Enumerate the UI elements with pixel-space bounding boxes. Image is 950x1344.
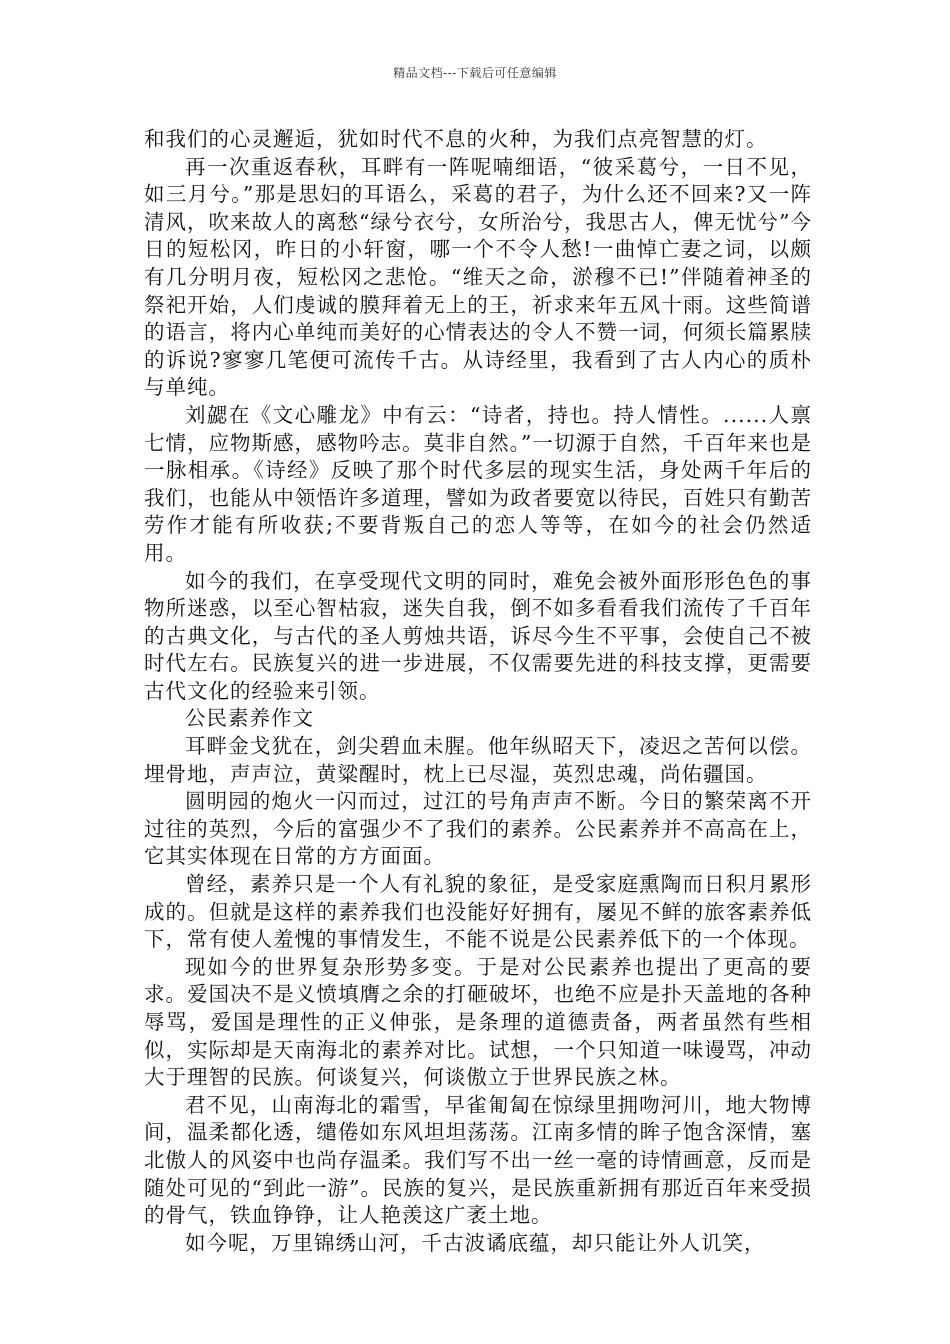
paragraph: 现如今的世界复杂形势多变。于是对公民素养也提出了更高的要求。爱国决不是义愤填膺之余的打砸破坏，也绝不应是扑天盖地的各种辱骂，爱国是理性的正义伸张，是条理的道德责备，两者虽然有些相似，实际却是天南海北的素养对比。试想，一个只知道一味谩骂，冲动大于理智的民族。何谈复兴，何谈傲立于世界民族之林。 bbox=[144, 954, 812, 1090]
section-heading: 公民素养作文 bbox=[185, 706, 314, 731]
paragraph: 耳畔金戈犹在，剑尖碧血未腥。他年纵昭天下，凌迟之苦何以偿。埋骨地，声声泣，黄粱醒时，枕上已尽湿，英烈忠魂，尚佑疆国。 bbox=[144, 734, 812, 786]
paragraph: 和我们的心灵邂逅，犹如时代不息的火种，为我们点亮智慧的灯。 bbox=[144, 127, 768, 151]
paragraph: 圆明园的炮火一闪而过，过江的号角声声不断。今日的繁荣离不开过往的英烈，今后的富强少不了我们的素养。公民素养并不高高在上，它其实体现在日常的方方面面。 bbox=[144, 789, 812, 869]
page-header: 精品文档---下载后可任意编辑 bbox=[393, 66, 557, 80]
paragraph: 曾经，素养只是一个人有礼貌的象征，是受家庭熏陶而日积月累形成的。但就是这样的素养我们也没能好好拥有，屡见不鲜的旅客素养低下，常有使人羞愧的事情发生，不能不说是公民素养低下的一个体现。 bbox=[144, 872, 812, 952]
paragraph: 君不见，山南海北的霜雪，早雀匍匐在惊绿里拥吻河川，地大物博间，温柔都化透，缱倦如东风坦坦荡荡。江南多情的眸子饱含深情，塞北傲人的风姿中也尚存温柔。我们写不出一丝一毫的诗情画意，反而是随处可见的“到此一游”。民族的复兴，是民族重新拥有那近百年来受损的骨气，铁血铮铮，让人艳羡这广袤土地。 bbox=[144, 1092, 812, 1228]
paragraph: 刘勰在《文心雕龙》中有云：“诗者，持也。持人情性。......人禀七情，应物斯感，感物吟志。莫非自然。”一切源于自然，千百年来也是一脉相承。《诗经》反映了那个时代多层的现实生活，身处两千年后的我们，也能从中领悟许多道理，譬如为政者要宽以待民，百姓只有勤苦劳作才能有所收获;不要背叛自己的恋人等等，在如今的社会仍然适用。 bbox=[144, 402, 812, 565]
paragraph: 如今的我们，在享受现代文明的同时，难免会被外面形形色色的事物所迷惑，以至心智枯寂，迷失自我，倒不如多看看我们流传了千百年的古典文化，与古代的圣人剪烛共语，诉尽今生不平事，会使自己不被时代左右。民族复兴的进一步进展，不仅需要先进的科技支撑，更需要古代文化的经验来引领。 bbox=[144, 568, 812, 703]
paragraph: 如今呢，万里锦绣山河，千古波谲底蕴，却只能让外人讥笑， bbox=[185, 1230, 766, 1255]
paragraph: 再一次重返春秋，耳畔有一阵呢喃细语，“彼采葛兮，一日不见，如三月兮。”那是思妇的耳语么，采葛的君子，为什么还不回来?又一阵清风，吹来故人的离愁“绿兮衣兮，女所治兮，我思古人，俾无忧兮”今日的短松冈，昨日的小轩窗，哪一个不令人愁!一曲悼亡妻之词，以颇有几分明月夜，短松冈之悲怆。“维天之命，淤穆不已!”伴随着神圣的祭祀开始，人们虔诚的膜拜着无上的王，祈求来年五风十雨。这些简谱的语言，将内心单纯而美好的心情表达的令人不赞一词，何须长篇累牍的诉说?寥寥几笔便可流传千古。从诗经里，我看到了古人内心的质朴与单纯。 bbox=[144, 154, 812, 400]
document-body bbox=[144, 126, 812, 1257]
